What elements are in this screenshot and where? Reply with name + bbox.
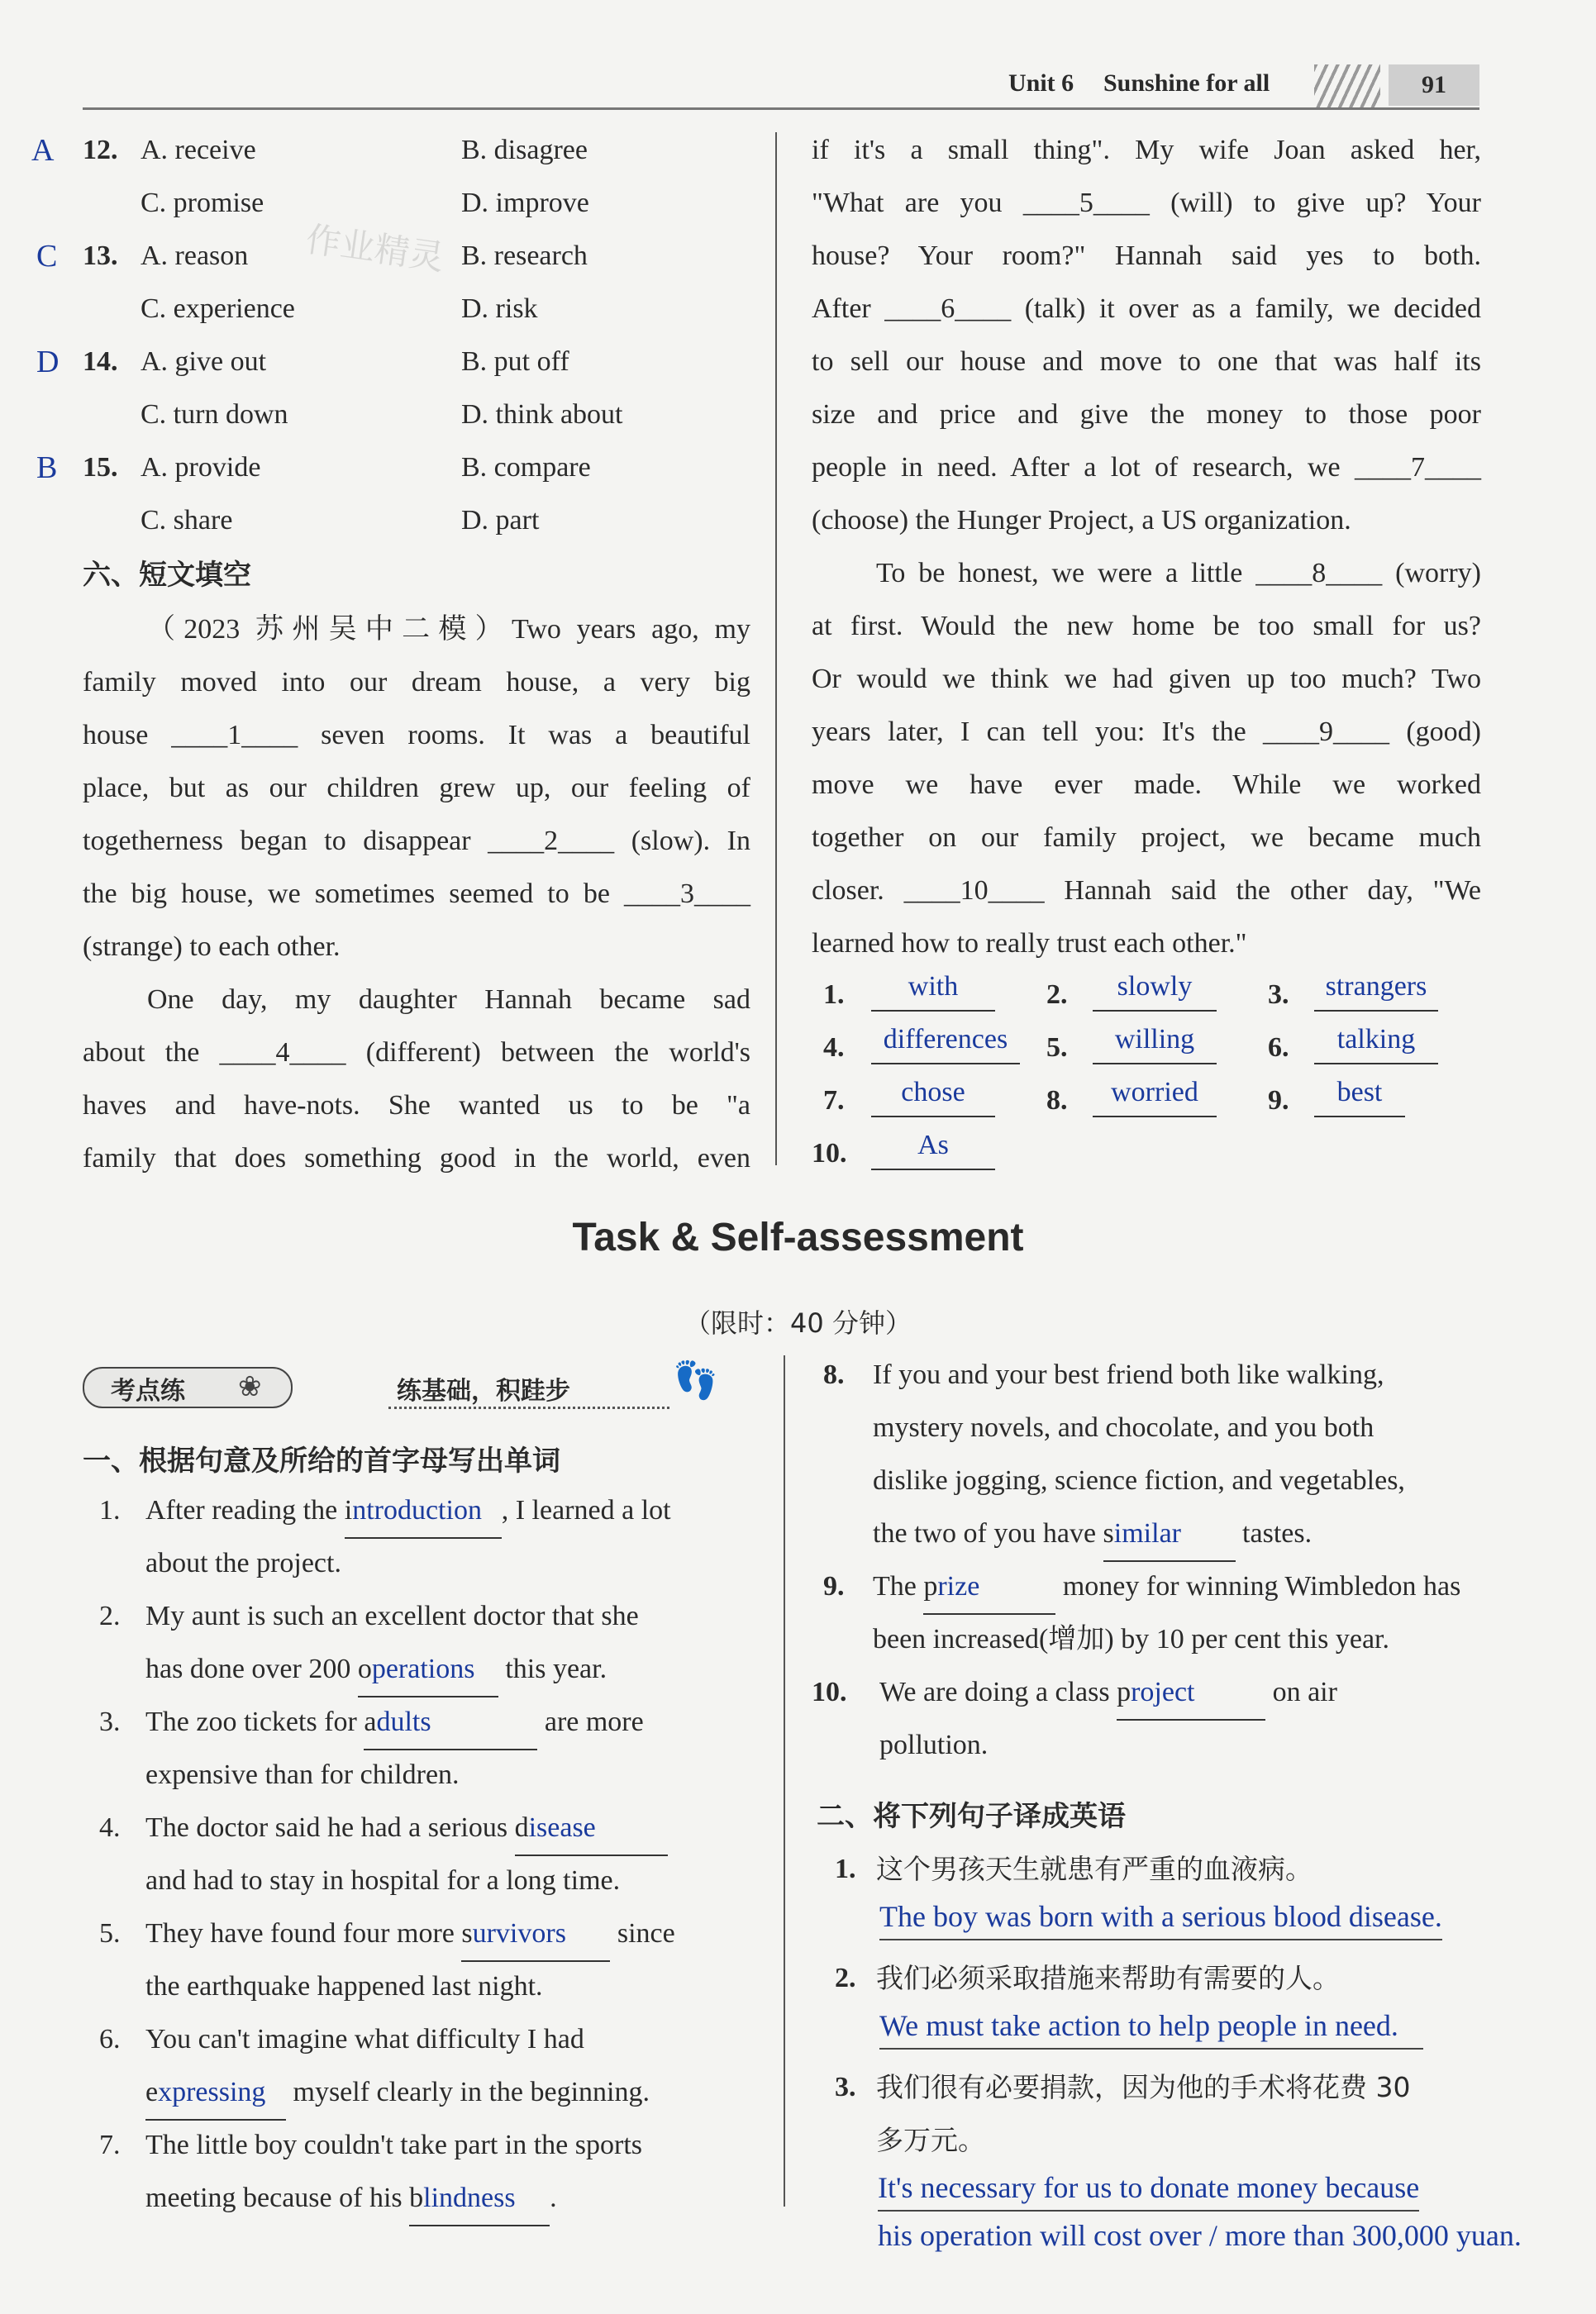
answer-number: 7. <box>823 1085 845 1116</box>
item-pre: They have found four more <box>145 1918 462 1949</box>
text-line: haves and have-nots. She wanted us to be "a <box>83 1090 750 1121</box>
given-letter: s <box>1103 1518 1114 1549</box>
answer-value: dults <box>376 1707 431 1737</box>
item-line: and had to stay in hospital for a long time. <box>145 1865 621 1896</box>
item-text <box>145 1696 644 1750</box>
text-line: to sell our house and move to one that was half its <box>812 346 1481 377</box>
item-text <box>873 1507 1312 1562</box>
item-text <box>145 1907 675 1962</box>
item-line: My aunt is such an excellent doctor that she <box>145 1601 639 1631</box>
answer-number: 9. <box>1268 1085 1289 1116</box>
text-line: closer. ____10____ Hannah said the other day, "We <box>812 875 1481 906</box>
answer-blank <box>1103 1507 1236 1562</box>
answer-blank <box>515 1802 668 1856</box>
mc-number: 14. <box>83 346 118 377</box>
item-pre: We are doing a class <box>879 1677 1117 1707</box>
english-answer: It's necessary for us to donate money because <box>878 2165 1419 2212</box>
item-number: 2. <box>99 1601 121 1631</box>
text-line: if it's a small thing". My wife Joan asked her, <box>812 135 1481 165</box>
item-post: this year. <box>498 1654 607 1684</box>
item-number: 10. <box>812 1677 847 1707</box>
header-title: Sunshine for all <box>1103 69 1270 97</box>
item-post: on air <box>1265 1677 1337 1707</box>
item-pre: The zoo tickets for <box>145 1707 364 1737</box>
mc-option: A. provide <box>141 452 261 483</box>
item-line: pollution. <box>879 1730 989 1760</box>
answer-blank <box>923 1560 1055 1615</box>
answer-number: 8. <box>1046 1085 1068 1116</box>
item-number: 5. <box>99 1918 121 1949</box>
mc-option: C. experience <box>141 293 295 324</box>
mc-option: D. risk <box>461 293 538 324</box>
answer-blank <box>364 1696 537 1750</box>
item-number: 1. <box>835 1854 856 1884</box>
item-line: about the project. <box>145 1548 341 1578</box>
part1-title: 一、根据句意及所给的首字母写出单词 <box>83 1445 560 1478</box>
item-post: myself clearly in the beginning. <box>286 2077 650 2107</box>
answer-value: lindness <box>423 2183 516 2213</box>
item-number: 9. <box>823 1571 845 1602</box>
chinese-sentence: 这个男孩天生就患有严重的血液病。 <box>876 1853 1313 1885</box>
given-letter: e <box>145 2077 159 2107</box>
chinese-sentence: 多万元。 <box>876 2124 985 2156</box>
item-number: 3. <box>835 2072 856 2102</box>
text-line: (strange) to each other. <box>83 931 341 962</box>
mc-option: D. think about <box>461 399 623 430</box>
mc-option: A. reason <box>141 240 249 271</box>
text-line: After ____6____ (talk) it over as a family, we decided <box>812 293 1481 324</box>
text-line: togetherness began to disappear ____2____ (slow). In <box>83 826 750 856</box>
item-post: tastes. <box>1235 1518 1313 1549</box>
answer-value: imilar <box>1113 1518 1181 1549</box>
answer-value: urvivors <box>472 1918 566 1949</box>
answer-value: perations <box>371 1654 475 1684</box>
given-letter: a <box>364 1707 377 1737</box>
mc-number: 15. <box>83 452 118 483</box>
flower-icon: ❀ <box>238 1372 262 1402</box>
english-answer: We must take action to help people in need. <box>879 2003 1423 2050</box>
given-letter: p <box>923 1571 938 1602</box>
item-pre: The <box>873 1571 924 1602</box>
given-letter: d <box>514 1812 529 1843</box>
section-banner <box>83 1360 718 1413</box>
item-text <box>145 1802 668 1856</box>
answer-value: rize <box>937 1571 980 1602</box>
answer-blank <box>461 1907 610 1962</box>
text-line: about the ____4____ (different) between the world's <box>83 1037 750 1068</box>
text-line: family that does something good in the world, even <box>83 1143 750 1174</box>
item-line: dislike jogging, science fiction, and vegetables, <box>873 1465 1405 1496</box>
part2-title: 二、将下列句子译成英语 <box>817 1800 1126 1833</box>
mc-option: B. put off <box>461 346 569 377</box>
section6-answers <box>812 969 1489 1183</box>
task-title: Task & Self-assessment <box>572 1216 1024 1259</box>
item-number: 7. <box>99 2130 121 2160</box>
given-letter: o <box>357 1654 372 1684</box>
answer-value: differences <box>871 1017 1020 1064</box>
item-post: money for winning Wimbledon has <box>1055 1571 1461 1602</box>
given-letter: i <box>344 1495 353 1526</box>
given-letter: p <box>1117 1677 1131 1707</box>
header-stripes <box>1314 64 1380 107</box>
mc-number: 13. <box>83 240 118 271</box>
section6-left-text <box>83 603 750 1185</box>
item-line: If you and your best friend both like walking, <box>873 1359 1384 1390</box>
mc-option: C. promise <box>141 188 264 218</box>
item-number: 8. <box>823 1359 845 1390</box>
answer-value: roject <box>1131 1677 1195 1707</box>
text-line: "What are you ____5____ (will) to give up? Your <box>812 188 1481 218</box>
answer-value: worried <box>1093 1069 1217 1117</box>
mc-option: B. compare <box>461 452 591 483</box>
mc-number: 12. <box>83 135 118 165</box>
item-post: since <box>610 1918 675 1949</box>
answer-value: slowly <box>1093 964 1217 1012</box>
answer-number: 6. <box>1268 1032 1289 1063</box>
answer-number: 3. <box>1268 979 1289 1010</box>
item-pre: After reading the <box>145 1495 345 1526</box>
time-limit: （限时：40 分钟） <box>684 1307 912 1339</box>
answer-blank <box>345 1484 502 1539</box>
item-number: 1. <box>99 1495 121 1526</box>
mc-option: A. receive <box>141 135 256 165</box>
banner-left-text: 考点练 <box>111 1377 185 1406</box>
mc-answer-mark: C <box>36 239 58 274</box>
text-line: (choose) the Hunger Project, a US organization. <box>812 505 1351 536</box>
mc-answer-mark: B <box>36 450 58 485</box>
text-line: people in need. After a lot of research, we ____7____ <box>812 452 1481 483</box>
item-post: . <box>550 2183 557 2213</box>
mc-option: A. give out <box>141 346 267 377</box>
item-post: , I learned a lot <box>501 1495 671 1526</box>
text-line: To be honest, we were a little ____8____ (worry) <box>876 558 1481 588</box>
text-line: move we have ever made. While we worked <box>812 769 1481 800</box>
mc-option: B. research <box>461 240 588 271</box>
answer-value: with <box>871 964 995 1012</box>
section6-right-text <box>812 124 1481 970</box>
item-line: The little boy couldn't take part in the sports <box>145 2130 642 2160</box>
english-answer: The boy was born with a serious blood disease. <box>879 1894 1442 1940</box>
given-letter: s <box>461 1918 473 1949</box>
text-line: （2023 苏州吴中二模）Two years ago, my <box>147 614 750 645</box>
item-pre: the two of you have <box>873 1518 1103 1549</box>
item-text <box>879 1666 1337 1721</box>
answer-value: ntroduction <box>352 1495 482 1526</box>
watermark: 作业精灵 <box>303 218 447 279</box>
banner-right-text: 练基础，积跬步 <box>397 1377 570 1406</box>
header-rule <box>83 107 1479 110</box>
item-number: 2. <box>835 1963 856 1993</box>
item-pre: meeting because of his <box>145 2183 410 2213</box>
item-line: the earthquake happened last night. <box>145 1971 543 2002</box>
column-divider-top <box>775 132 777 1165</box>
answer-number: 2. <box>1046 979 1068 1010</box>
header-unit: Unit 6 <box>1008 69 1074 97</box>
item-number: 3. <box>99 1707 121 1737</box>
answer-number: 10. <box>812 1138 847 1169</box>
answer-blank <box>145 2066 286 2121</box>
text-line: learned how to really trust each other." <box>812 928 1247 959</box>
text-line: together on our family project, we became much <box>812 822 1481 853</box>
item-line: mystery novels, and chocolate, and you both <box>873 1412 1374 1443</box>
text-line: size and price and give the money to those poor <box>812 399 1481 430</box>
text-line: family moved into our dream house, a very big <box>83 667 750 698</box>
text-line: One day, my daughter Hannah became sad <box>147 984 750 1015</box>
answer-blank <box>358 1643 498 1697</box>
chinese-sentence: 我们很有必要捐款，因为他的手术将花费 30 <box>876 2071 1411 2103</box>
english-answer: his operation will cost over / more than 300,000 yuan. <box>878 2219 1522 2252</box>
item-line: been increased(增加) by 10 per cent this year. <box>873 1624 1389 1655</box>
mc-option: D. part <box>461 505 540 536</box>
item-number: 4. <box>99 1812 121 1843</box>
mc-option: C. turn down <box>141 399 288 430</box>
mc-answer-mark: A <box>31 133 55 168</box>
answer-number: 5. <box>1046 1032 1068 1063</box>
mc-option: C. share <box>141 505 233 536</box>
text-line: Or would we think we had given up too much? Two <box>812 664 1481 694</box>
text-line: house? Your room?" Hannah said yes to both. <box>812 240 1481 271</box>
given-letter: b <box>409 2183 424 2213</box>
answer-value: xpressing <box>158 2077 266 2107</box>
answer-value: willing <box>1093 1017 1217 1064</box>
item-line: You can't imagine what difficulty I had <box>145 2024 584 2055</box>
mc-option: D. improve <box>461 188 589 218</box>
text-line: years later, I can tell you: It's the ____9____ (good) <box>812 717 1481 747</box>
answer-number: 4. <box>823 1032 845 1063</box>
item-text <box>145 1643 607 1697</box>
text-line: place, but as our children grew up, our feeling of <box>83 773 750 803</box>
text-line: at first. Would the new home be too small for us? <box>812 611 1481 641</box>
chinese-sentence: 我们必须采取措施来帮助有需要的人。 <box>876 1962 1340 1994</box>
answer-value: isease <box>528 1812 596 1843</box>
page-header <box>83 64 1471 111</box>
item-line: expensive than for children. <box>145 1759 460 1790</box>
answer-blank <box>409 2172 550 2226</box>
item-number: 6. <box>99 2024 121 2055</box>
answer-value: chose <box>871 1069 995 1117</box>
item-text <box>873 1560 1460 1615</box>
banner-dots <box>388 1407 669 1409</box>
item-pre: The doctor said he had a serious <box>145 1812 515 1843</box>
item-text <box>145 2066 650 2121</box>
item-pre: has done over 200 <box>145 1654 358 1684</box>
answer-value: talking <box>1314 1017 1438 1064</box>
answer-number: 1. <box>823 979 845 1010</box>
answer-value: As <box>871 1122 995 1170</box>
answer-value: best <box>1314 1069 1405 1117</box>
column-divider-bottom <box>784 1355 785 2207</box>
section6-title: 六、短文填空 <box>83 559 251 592</box>
mc-option: B. disagree <box>461 135 588 165</box>
answer-value: strangers <box>1314 964 1438 1012</box>
page-number: 91 <box>1389 64 1479 106</box>
item-post: are more <box>537 1707 644 1737</box>
answer-blank <box>1117 1666 1265 1721</box>
text-line: house ____1____ seven rooms. It was a beautiful <box>83 720 750 750</box>
mc-answer-mark: D <box>36 345 60 379</box>
footprints-icon: 👣 <box>673 1360 718 1401</box>
text-line: the big house, we sometimes seemed to be ____3____ <box>83 878 750 909</box>
item-text <box>145 1484 671 1539</box>
item-text <box>145 2172 557 2226</box>
